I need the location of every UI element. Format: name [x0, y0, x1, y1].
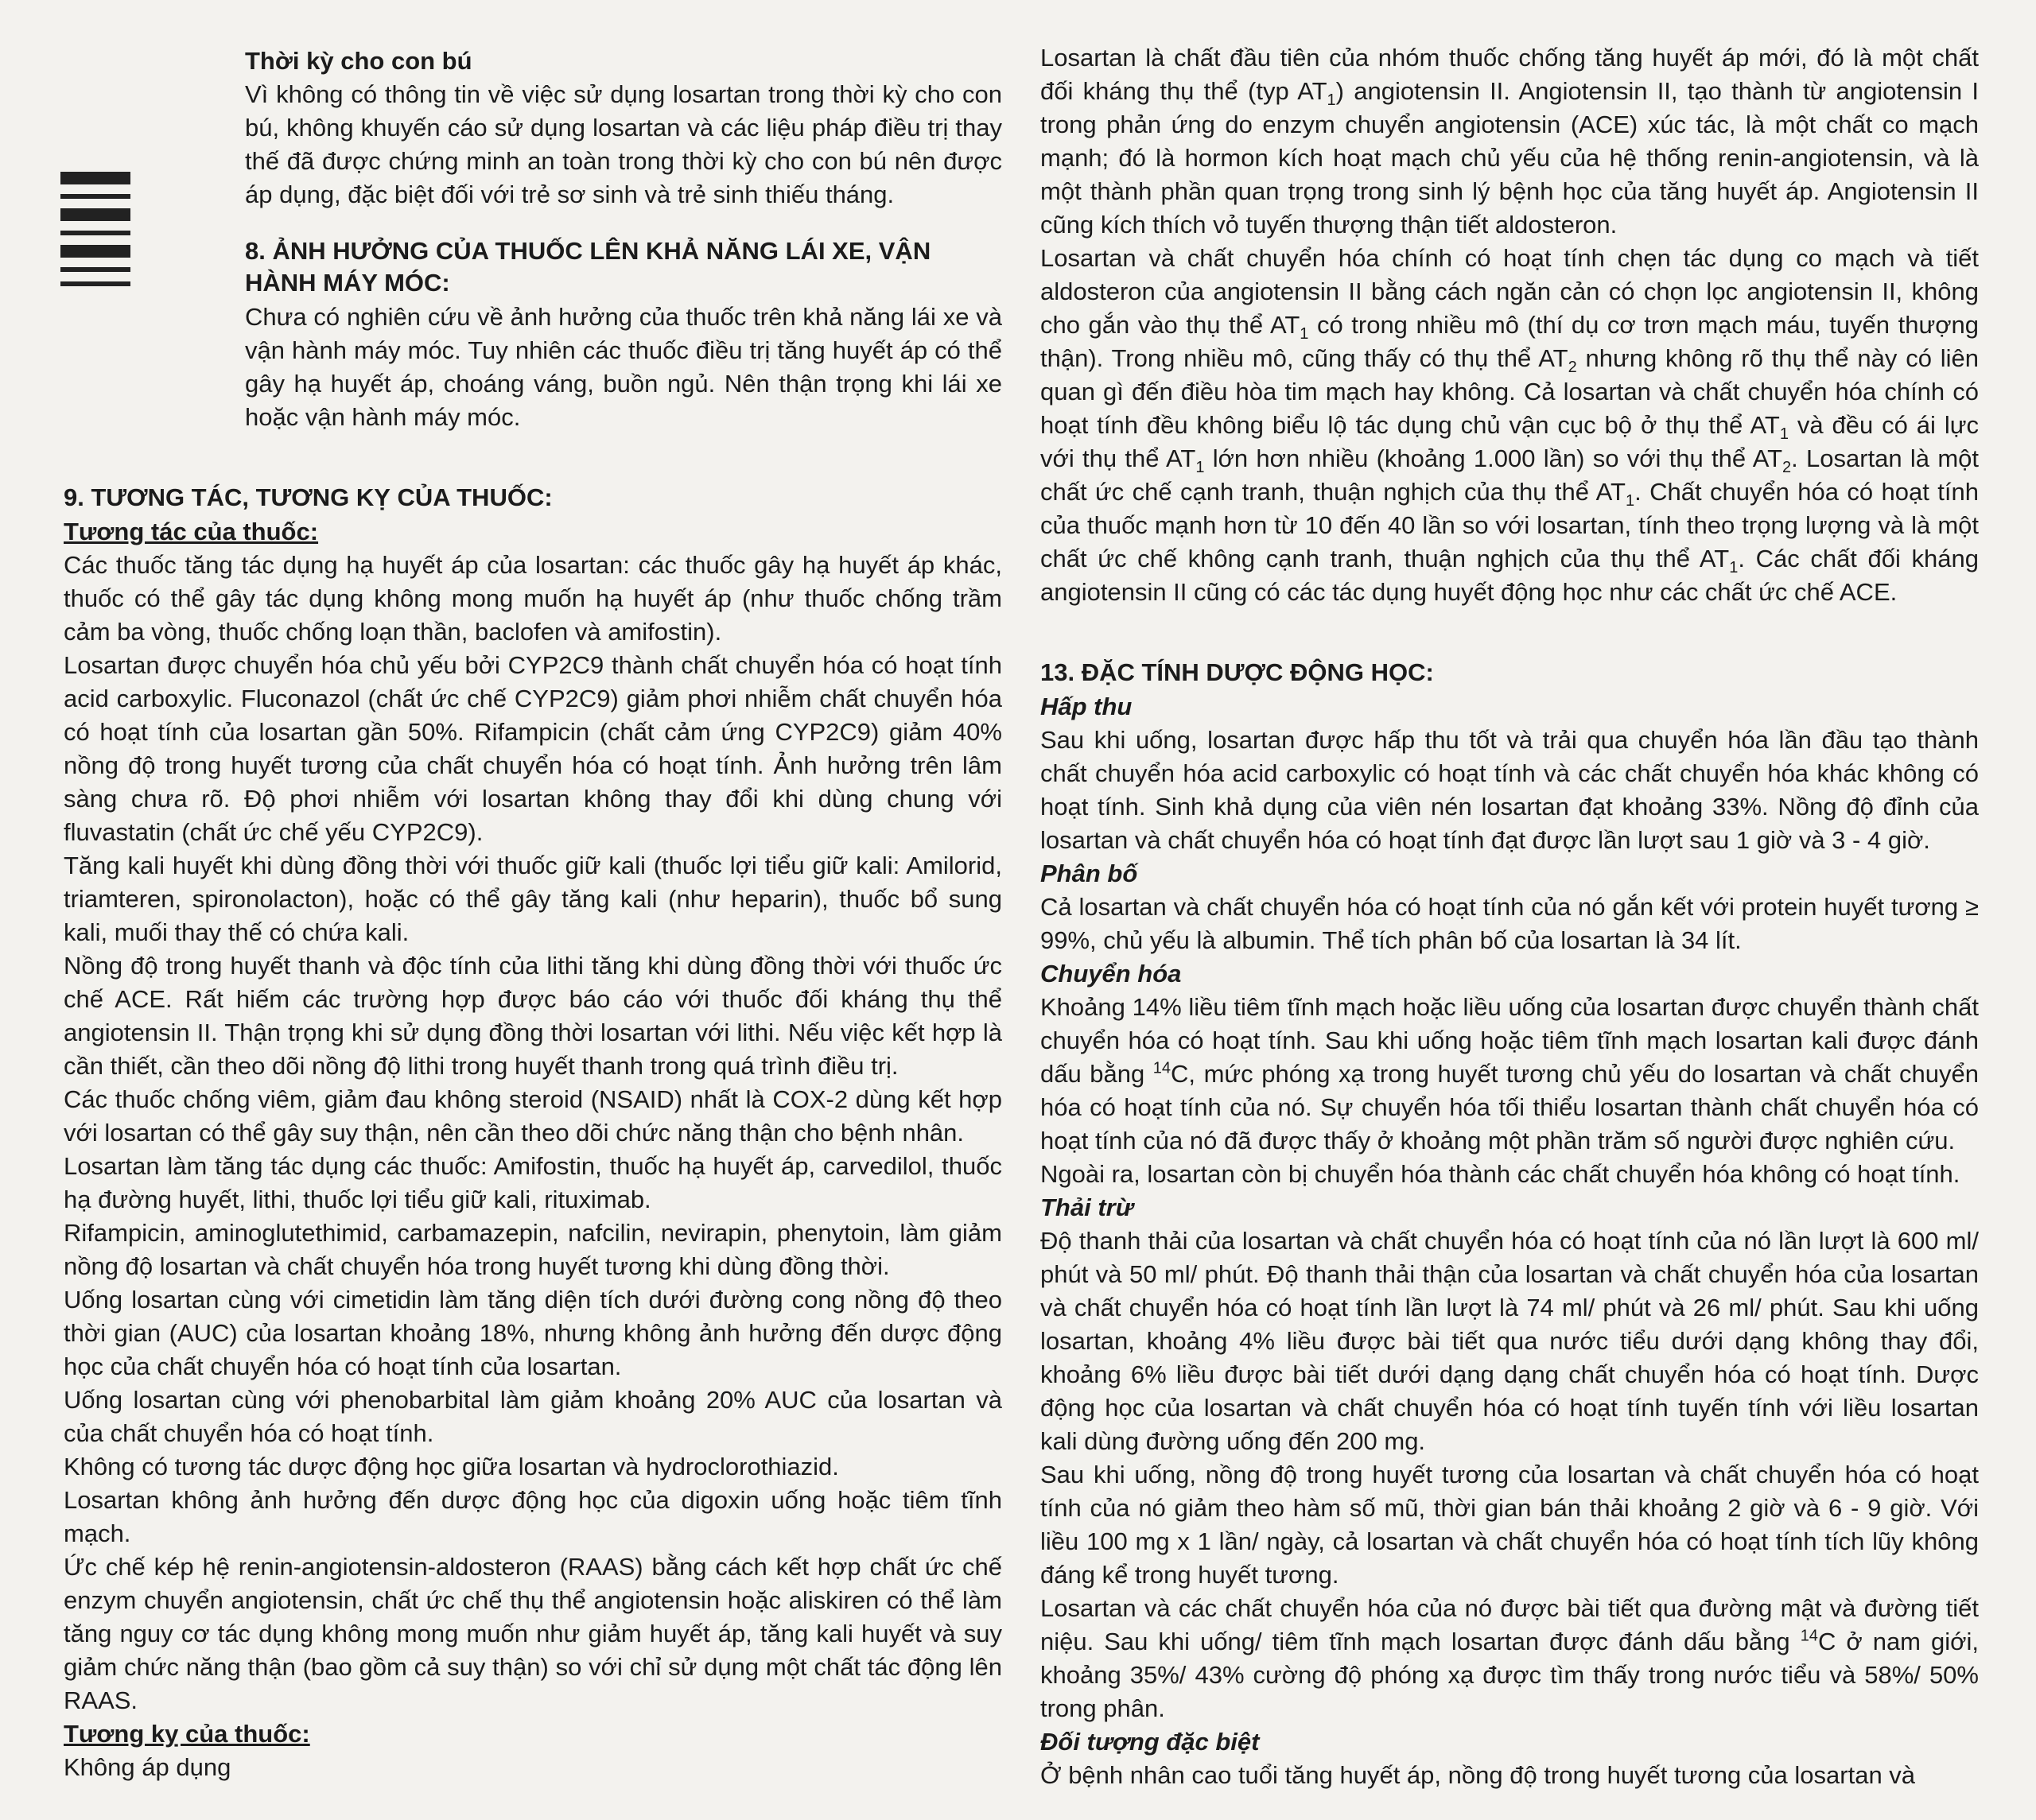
metabolism-subtitle: Chuyển hóa: [1040, 960, 1182, 988]
interaction-paragraph: Tăng kali huyết khi dùng đồng thời với thuốc giữ kali (thuốc lợi tiểu giữ kali: Amilorid, triamteren, spironolacton), hoặc có thể gây tăng kali (như heparin), thuốc bổ sung kali, muối thay thế có chứa kali.: [64, 852, 1002, 946]
lactation-section: [245, 45, 1002, 434]
distribution-paragraph: Cả losartan và chất chuyển hóa có hoạt tính của nó gắn kết với protein huyết tương ≥ 99%, chủ yếu là albumin. Thể tích phân bố của losartan là 34 lít.: [1040, 893, 1979, 954]
section-9-title: 9. TƯƠNG TÁC, TƯƠNG KỴ CỦA THUỐC:: [64, 483, 553, 511]
absorption-subtitle: Hấp thu: [1040, 693, 1133, 720]
interaction-paragraph: Uống losartan cùng với phenobarbital làm giảm khoảng 20% AUC của losartan và của chất chuyển hóa có hoạt tính.: [64, 1386, 1002, 1447]
interaction-paragraph: Losartan làm tăng tác dụng các thuốc: Amifostin, thuốc hạ huyết áp, carvedilol, thuốc hạ đường huyết, lithi, thuốc lợi tiểu giữ kali, rituximab.: [64, 1152, 1002, 1213]
left-column: [64, 45, 1002, 1784]
interaction-paragraph: Rifampicin, aminoglutethimid, carbamazepin, nafcilin, nevirapin, phenytoin, làm giảm nồng độ losartan và chất chuyển hóa trong huyết tương khi dùng đồng thời.: [64, 1219, 1002, 1280]
interaction-paragraph: Ức chế kép hệ renin-angiotensin-aldosteron (RAAS) bằng cách kết hợp chất ức chế enzym chuyển angiotensin, chất ức chế thụ thể angiotensin hoặc aliskiren có thể làm tăng nguy cơ tác dụng không mong muốn như giảm huyết áp, tăng kali huyết và suy giảm chức năng thận (bao gồm cả suy thận) so với chỉ sử dụng một chất tác động lên RAAS.: [64, 1553, 1002, 1714]
lactation-title: Thời kỳ cho con bú: [245, 47, 472, 75]
elimination-subtitle: Thải trừ: [1040, 1193, 1133, 1221]
interaction-paragraph: Các thuốc tăng tác dụng hạ huyết áp của losartan: các thuốc gây hạ huyết áp khác, thuốc có thể gây tác dụng không mong muốn hạ huyết áp (như thuốc chống trầm cảm ba vòng, thuốc chống loạn thần, baclofen và amifostin).: [64, 551, 1002, 646]
absorption-paragraph: Sau khi uống, losartan được hấp thu tốt và trải qua chuyển hóa lần đầu tạo thành chất chuyển hóa acid carboxylic có hoạt tính và các chất chuyển hóa khác không có hoạt tính. Sinh khả dụng của viên nén losartan đạt khoảng 33%. Nồng độ đỉnh của losartan và chất chuyển hóa có hoạt tính đạt được lần lượt sau 1 giờ và 3 - 4 giờ.: [1040, 726, 1979, 854]
right-column: [1040, 41, 1979, 1792]
incompatibility-subtitle: Tương kỵ của thuốc:: [64, 1720, 310, 1748]
special-populations-paragraph: Ở bệnh nhân cao tuổi tăng huyết áp, nồng độ trong huyết tương của losartan và: [1040, 1761, 1916, 1789]
interaction-paragraph: Losartan được chuyển hóa chủ yếu bởi CYP2C9 thành chất chuyển hóa có hoạt tính acid carboxylic. Fluconazol (chất ức chế CYP2C9) giảm phơi nhiễm chất chuyển hóa có hoạt tính của losartan gần 50%. Rifampicin (chất cảm ứng CYP2C9) giảm 40% nồng độ trong huyết tương của chất chuyển hóa có hoạt tính. Ảnh hưởng trên lâm sàng chưa rõ. Độ phơi nhiễm với losartan không thay đổi khi dùng chung với fluvastatin (chất ức chế yếu CYP2C9).: [64, 651, 1002, 846]
elimination-paragraph-2: Sau khi uống, nồng độ trong huyết tương của losartan và chất chuyển hóa có hoạt tính của nó giảm theo hàm số mũ, thời gian bán thải khoảng 2 giờ và 6 - 9 giờ. Với liều 100 mg x 1 lần/ ngày, cả losartan và chất chuyển hóa có hoạt tính tích lũy không đáng kể trong huyết tương.: [1040, 1461, 1979, 1589]
distribution-subtitle: Phân bố: [1040, 860, 1138, 887]
incompatibility-paragraph: Không áp dụng: [64, 1753, 231, 1781]
metabolism-paragraph-2: Ngoài ra, losartan còn bị chuyển hóa thành các chất chuyển hóa không có hoạt tính.: [1040, 1160, 1960, 1188]
elimination-paragraph-1: Độ thanh thải của losartan và chất chuyển hóa có hoạt tính của nó lần lượt là 600 ml/ phút và 50 ml/ phút. Độ thanh thải thận của losartan và chất chuyển hóa của losartan và chất chuyển hóa có hoạt tính lần lượt là 74 ml/ phút và 26 ml/ phút. Sau khi uống losartan, khoảng 4% liều được bài tiết qua nước tiểu dưới dạng không thay đổi, khoảng 6% liều được bài tiết dưới dạng dạng chất chuyển hóa có hoạt tính. Dược động học của losartan và chất chuyển hóa có hoạt tính tuyến tính với liều losartan kali dùng đường uống đến 200 mg.: [1040, 1227, 1979, 1455]
interaction-paragraph: Losartan không ảnh hưởng đến dược động học của digoxin uống hoặc tiêm tĩnh mạch.: [64, 1486, 1002, 1547]
special-populations-subtitle: Đối tượng đặc biệt: [1040, 1728, 1260, 1756]
interaction-paragraph: Không có tương tác dược động học giữa losartan và hydroclorothiazid.: [64, 1453, 839, 1480]
interaction-paragraph: Các thuốc chống viêm, giảm đau không steroid (NSAID) nhất là COX-2 dùng kết hợp với losartan có thể gây suy thận, nên cần theo dõi chức năng thận cho bệnh nhân.: [64, 1085, 1002, 1147]
interaction-paragraph: Uống losartan cùng với cimetidin làm tăng diện tích dưới đường cong nồng độ theo thời gian (AUC) của losartan khoảng 18%, nhưng không ảnh hưởng đến dược động học của chất chuyển hóa có hoạt tính của losartan.: [64, 1286, 1002, 1380]
mechanism-paragraph-2: Losartan và chất chuyển hóa chính có hoạt tính chẹn tác dụng co mạch và tiết aldosteron của angiotensin II bằng cách ngăn cản có chọn lọc angiotensin II, không cho gắn vào thụ thể $AT_1$ có trong nhiều mô (thí dụ cơ trơn mạch máu, tuyến thượng thận). Trong nhiều mô, cũng thấy có thụ thể $AT_2$ nhưng không rõ thụ thể này có liên quan gì đến điều hòa tim mạch hay không. Cả losartan và chất chuyển hóa chính có hoạt tính đều không biểu lộ tác dụng chủ vận cục bộ ở thụ thể $AT_1$ và đều có ái lực với thụ thể $AT_1$ lớn hơn nhiều (khoảng 1.000 lần) so với thụ thể $AT_2$. Losartan là một chất ức chế cạnh tranh, thuận nghịch của thụ thể $AT_1$. Chất chuyển hóa có hoạt tính của thuốc mạnh hơn từ 10 đến 40 lần so với losartan, tính theo trọng lượng và là một chất ức chế không cạnh tranh, thuận nghịch của thụ thể $AT_1$. Các chất đối kháng angiotensin II cũng có các tác dụng huyết động học như các chất ức chế ACE.: [1040, 244, 1980, 606]
lactation-paragraph: Vì không có thông tin về việc sử dụng losartan trong thời kỳ cho con bú, không khuyến cáo sử dụng losartan và các liệu pháp điều trị thay thế đã được chứng minh an toàn trong thời kỳ cho con bú nên được áp dụng, đặc biệt đối với trẻ sơ sinh và trẻ sinh thiếu tháng.: [245, 80, 1002, 208]
metabolism-paragraph-1: Khoảng 14% liều tiêm tĩnh mạch hoặc liều uống của losartan được chuyển thành chất chuyển hóa có hoạt tính. Sau khi uống hoặc tiêm tĩnh mạch losartan kali được đánh dấu bằng $^{14}$C, mức phóng xạ trong huyết tương chủ yếu do losartan và chất chuyển hóa có hoạt tính của nó. Sự chuyển hóa tối thiểu losartan thành chất chuyển hóa có hoạt tính của nó đã được thấy ở khoảng một phần trăm số người được nghiên cứu.: [1040, 993, 1979, 1154]
interactions-subtitle: Tương tác của thuốc:: [64, 518, 319, 545]
interaction-paragraph: Nồng độ trong huyết thanh và độc tính của lithi tăng khi dùng đồng thời với thuốc ức chế ACE. Rất hiếm các trường hợp được báo cáo với thuốc đối kháng thụ thể angiotensin II. Thận trọng khi sử dụng đồng thời losartan với lithi. Nếu việc kết hợp là cần thiết, cần theo dõi nồng độ lithi trong huyết thanh trong quá trình điều trị.: [64, 952, 1002, 1080]
section-8-title: 8. ẢNH HƯỞNG CỦA THUỐC LÊN KHẢ NĂNG LÁI XE, VẬN HÀNH MÁY MÓC:: [245, 237, 931, 297]
elimination-paragraph-3: Losartan và các chất chuyển hóa của nó được bài tiết qua đường mật và đường tiết niệu. Sau khi uống/ tiêm tĩnh mạch losartan được đánh dấu bằng $^{14}$C ở nam giới, khoảng 35%/ 43% cường độ phóng xạ được tìm thấy trong nước tiểu và 58%/ 50% trong phân.: [1040, 1594, 1979, 1722]
section-8-paragraph: Chưa có nghiên cứu về ảnh hưởng của thuốc trên khả năng lái xe và vận hành máy móc. Tuy nhiên các thuốc điều trị tăng huyết áp có thể gây hạ huyết áp, choáng váng, buồn ngủ. Nên thận trọng khi lái xe hoặc vận hành máy móc.: [245, 303, 1002, 431]
mechanism-paragraph-1: Losartan là chất đầu tiên của nhóm thuốc chống tăng huyết áp mới, đó là một chất đối kháng thụ thể (typ $AT_1$) angiotensin II. Angiotensin II, tạo thành từ angiotensin I trong phản ứng do enzym chuyển angiotensin (ACE) xúc tác, là một chất co mạch mạnh; đó là hormon kích hoạt mạch chủ yếu của hệ thống renin-angiotensin, và là một thành phần quan trọng trong sinh lý bệnh học của tăng huyết áp. Angiotensin II cũng kích thích vỏ tuyến thượng thận tiết aldosteron.: [1040, 44, 1979, 239]
section-13-title: 13. ĐẶC TÍNH DƯỢC ĐỘNG HỌC:: [1040, 658, 1434, 686]
